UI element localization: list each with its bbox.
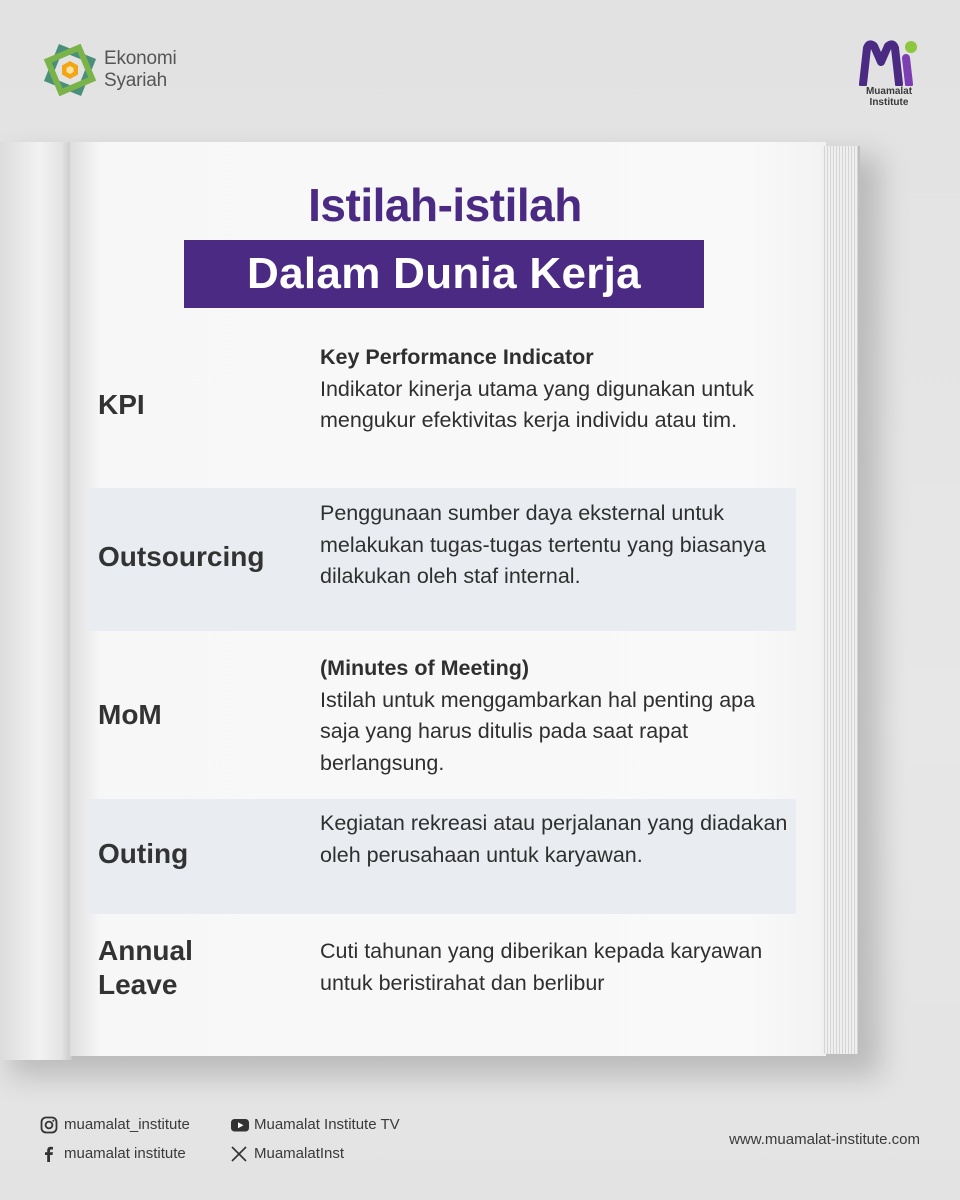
term-name: Outsourcing bbox=[98, 541, 265, 572]
instagram-icon bbox=[40, 1116, 58, 1134]
page-title: Istilah-istilah bbox=[308, 179, 582, 231]
term-text: Penggunaan sumber daya eksternal untuk melakukan tugas-tugas tertentu yang biasanya dilakukan oleh staf internal. bbox=[320, 501, 766, 588]
brand-right-line2: Institute bbox=[869, 97, 909, 108]
footer-website[interactable] bbox=[729, 1131, 920, 1149]
youtube-channel: Muamalat Institute TV bbox=[254, 1116, 400, 1133]
term-description bbox=[320, 342, 790, 437]
subtitle-banner bbox=[184, 240, 704, 308]
book-left-page bbox=[0, 142, 72, 1060]
term-subtitle: Key Performance Indicator bbox=[320, 345, 594, 369]
facebook-icon bbox=[40, 1145, 58, 1163]
instagram-handle: muamalat_institute bbox=[64, 1116, 190, 1133]
book-page-edges bbox=[822, 146, 860, 1054]
brand-left-line1: Ekonomi bbox=[104, 48, 177, 69]
term-text: Kegiatan rekreasi atau perjalanan yang diadakan oleh perusahaan untuk karyawan. bbox=[320, 811, 788, 867]
term-description bbox=[320, 498, 790, 593]
brand-left-line2: Syariah bbox=[104, 70, 168, 91]
term-name: Outing bbox=[98, 838, 189, 869]
term-text: Cuti tahunan yang diberikan kepada karyawan untuk beristirahat dan berlibur bbox=[320, 939, 763, 995]
website-url: www.muamalat-institute.com bbox=[729, 1131, 920, 1148]
term-name: Annual Leave bbox=[98, 935, 193, 1000]
facebook-handle: muamalat institute bbox=[64, 1145, 186, 1162]
term-subtitle: (Minutes of Meeting) bbox=[320, 656, 530, 680]
muamalat-institute-logo bbox=[856, 40, 922, 108]
term-row-kpi bbox=[88, 338, 796, 488]
ekonomi-syariah-logo bbox=[40, 40, 190, 100]
x-icon bbox=[230, 1145, 248, 1163]
term-description bbox=[320, 653, 790, 779]
term-name: KPI bbox=[98, 389, 145, 420]
term-row-outing bbox=[88, 799, 796, 914]
brand-right-line1: Muamalat bbox=[865, 86, 913, 97]
term-row-outsourcing bbox=[88, 488, 796, 631]
page-subtitle: Dalam Dunia Kerja bbox=[247, 249, 641, 298]
term-name: MoM bbox=[98, 699, 162, 730]
muamalat-mi-logo-icon bbox=[859, 40, 919, 86]
term-description bbox=[320, 808, 790, 871]
term-text: Istilah untuk menggambarkan hal penting apa saja yang harus ditulis pada saat rapat berlangsung. bbox=[320, 687, 756, 775]
term-row-mom bbox=[88, 631, 796, 799]
ekonomi-syariah-emblem-icon bbox=[40, 40, 100, 100]
youtube-icon bbox=[230, 1116, 250, 1134]
term-row-annual-leave bbox=[88, 914, 796, 1024]
term-text: Indikator kinerja utama yang digunakan untuk mengukur efektivitas kerja individu atau tim. bbox=[320, 376, 754, 432]
term-description bbox=[320, 936, 790, 999]
x-handle: MuamalatInst bbox=[254, 1145, 345, 1162]
